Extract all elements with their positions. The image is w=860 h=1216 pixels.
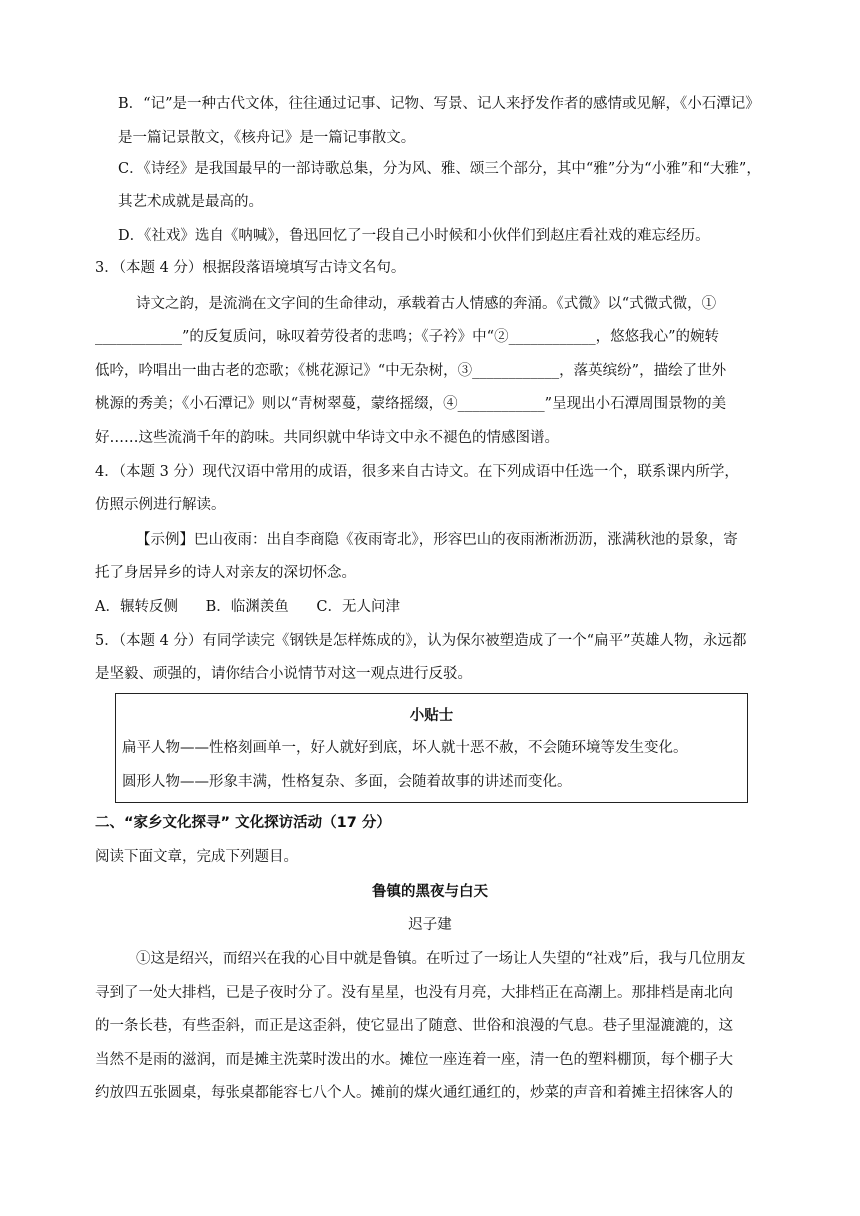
option-b-line-2: 是一篇记景散文，《核舟记》是一篇记事散文。 — [118, 130, 416, 146]
idiom-options: A．辗转反侧 B．临渊羡鱼 C．无人问津 — [95, 599, 401, 615]
article-title: 鲁镇的黑夜与白天 — [372, 884, 488, 900]
option-c-line-2: 其艺术成就是最高的。 — [118, 194, 263, 210]
section-2-instruction: 阅读下面文章，完成下列题目。 — [95, 849, 298, 865]
section-2-heading: 二、“家乡文化探寻” 文化探访活动（17 分） — [95, 815, 391, 831]
question-3-para-line-5: 好……这些流淌千年的韵味。共同织就中华诗文中永不褪色的情感图谱。 — [95, 430, 559, 446]
article-para-line-5: 约放四五张圆桌，每张桌都能容七八个人。摊前的煤火通红通红的，炒菜的声音和着摊主招徕客人的 — [95, 1085, 733, 1101]
article-para-line-1: ①这是绍兴，而绍兴在我的心目中就是鲁镇。在听过了一场让人失望的“社戏”后，我与几位朋友 — [136, 951, 746, 967]
tip-round-character: 圆形人物——形象丰满，性格复杂、多面，会随着故事的讲述而变化。 — [122, 774, 572, 790]
question-4-stem-line-1: 4．（本题 3 分）现代汉语中常用的成语，很多来自古诗文。在下列成语中任选一个，联系课内所学， — [95, 464, 739, 480]
question-5-stem-line-2: 是坚毅、顽强的，请你结合小说情节对这一观点进行反驳。 — [95, 666, 472, 682]
tip-flat-character: 扁平人物——性格刻画单一，好人就好到底，坏人就十恶不赦，不会随环境等发生变化。 — [122, 740, 688, 756]
example-line-2: 托了身居异乡的诗人对亲友的深切怀念。 — [95, 565, 356, 581]
question-5-stem-line-1: 5．（本题 4 分）有同学读完《钢铁是怎样炼成的》，认为保尔被塑造成了一个“扁平”英雄人物，永远都 — [95, 633, 747, 649]
article-author: 迟子建 — [408, 917, 452, 933]
question-3-para-line-1: 诗文之韵，是流淌在文字间的生命律动，承载着古人情感的奔涌。《式微》以“式微式微，① — [136, 296, 717, 312]
article-para-line-2: 寻到了一处大排档，已是子夜时分了。没有星星，也没有月亮，大排档正在高潮上。那排档是南北向 — [95, 985, 733, 1001]
question-3-stem: 3．（本题 4 分）根据段落语境填写古诗文名句。 — [95, 260, 406, 276]
tip-title: 小贴士 — [409, 708, 454, 724]
question-3-para-line-2: ____________”的反复质问，咏叹着劳役者的悲鸣；《子衿》中“②____________，悠悠我心”的婉转 — [95, 329, 719, 345]
option-d-line: D．《社戏》选自《呐喊》，鲁迅回忆了一段自己小时候和小伙伴们到赵庄看社戏的难忘经历。 — [118, 228, 710, 244]
example-line-1: 【示例】巴山夜雨：出自李商隐《夜雨寄北》，形容巴山的夜雨淅淅沥沥，涨满秋池的景象，寄 — [136, 532, 738, 548]
article-para-line-3: 的一条长巷，有些歪斜，而正是这歪斜，使它显出了随意、世俗和浪漫的气息。巷子里湿漉漉的，这 — [95, 1018, 733, 1034]
question-3-para-line-4: 桃源的秀美；《小石潭记》则以“青树翠蔓，蒙络摇缀，④____________”呈现出小石潭周围景物的美 — [95, 396, 727, 412]
tip-box — [115, 693, 748, 803]
option-c-line-1: C．《诗经》是我国最早的一部诗歌总集，分为风、雅、颂三个部分，其中“雅”分为“小雅”和“大雅”， — [118, 161, 761, 177]
article-para-line-4: 当然不是雨的滋润，而是摊主洗菜时泼出的水。摊位一座连着一座，清一色的塑料棚顶，每个棚子大 — [95, 1052, 733, 1068]
question-3-para-line-3: 低吟，吟唱出一曲古老的恋歌；《桃花源记》“中无杂树，③____________，落英缤纷”，描绘了世外 — [95, 363, 727, 379]
question-4-stem-line-2: 仿照示例进行解读。 — [95, 497, 226, 513]
option-b-line-1: B．“记”是一种古代文体，往往通过记事、记物、写景、记人来抒发作者的感情或见解，《小石潭记》 — [118, 96, 760, 112]
